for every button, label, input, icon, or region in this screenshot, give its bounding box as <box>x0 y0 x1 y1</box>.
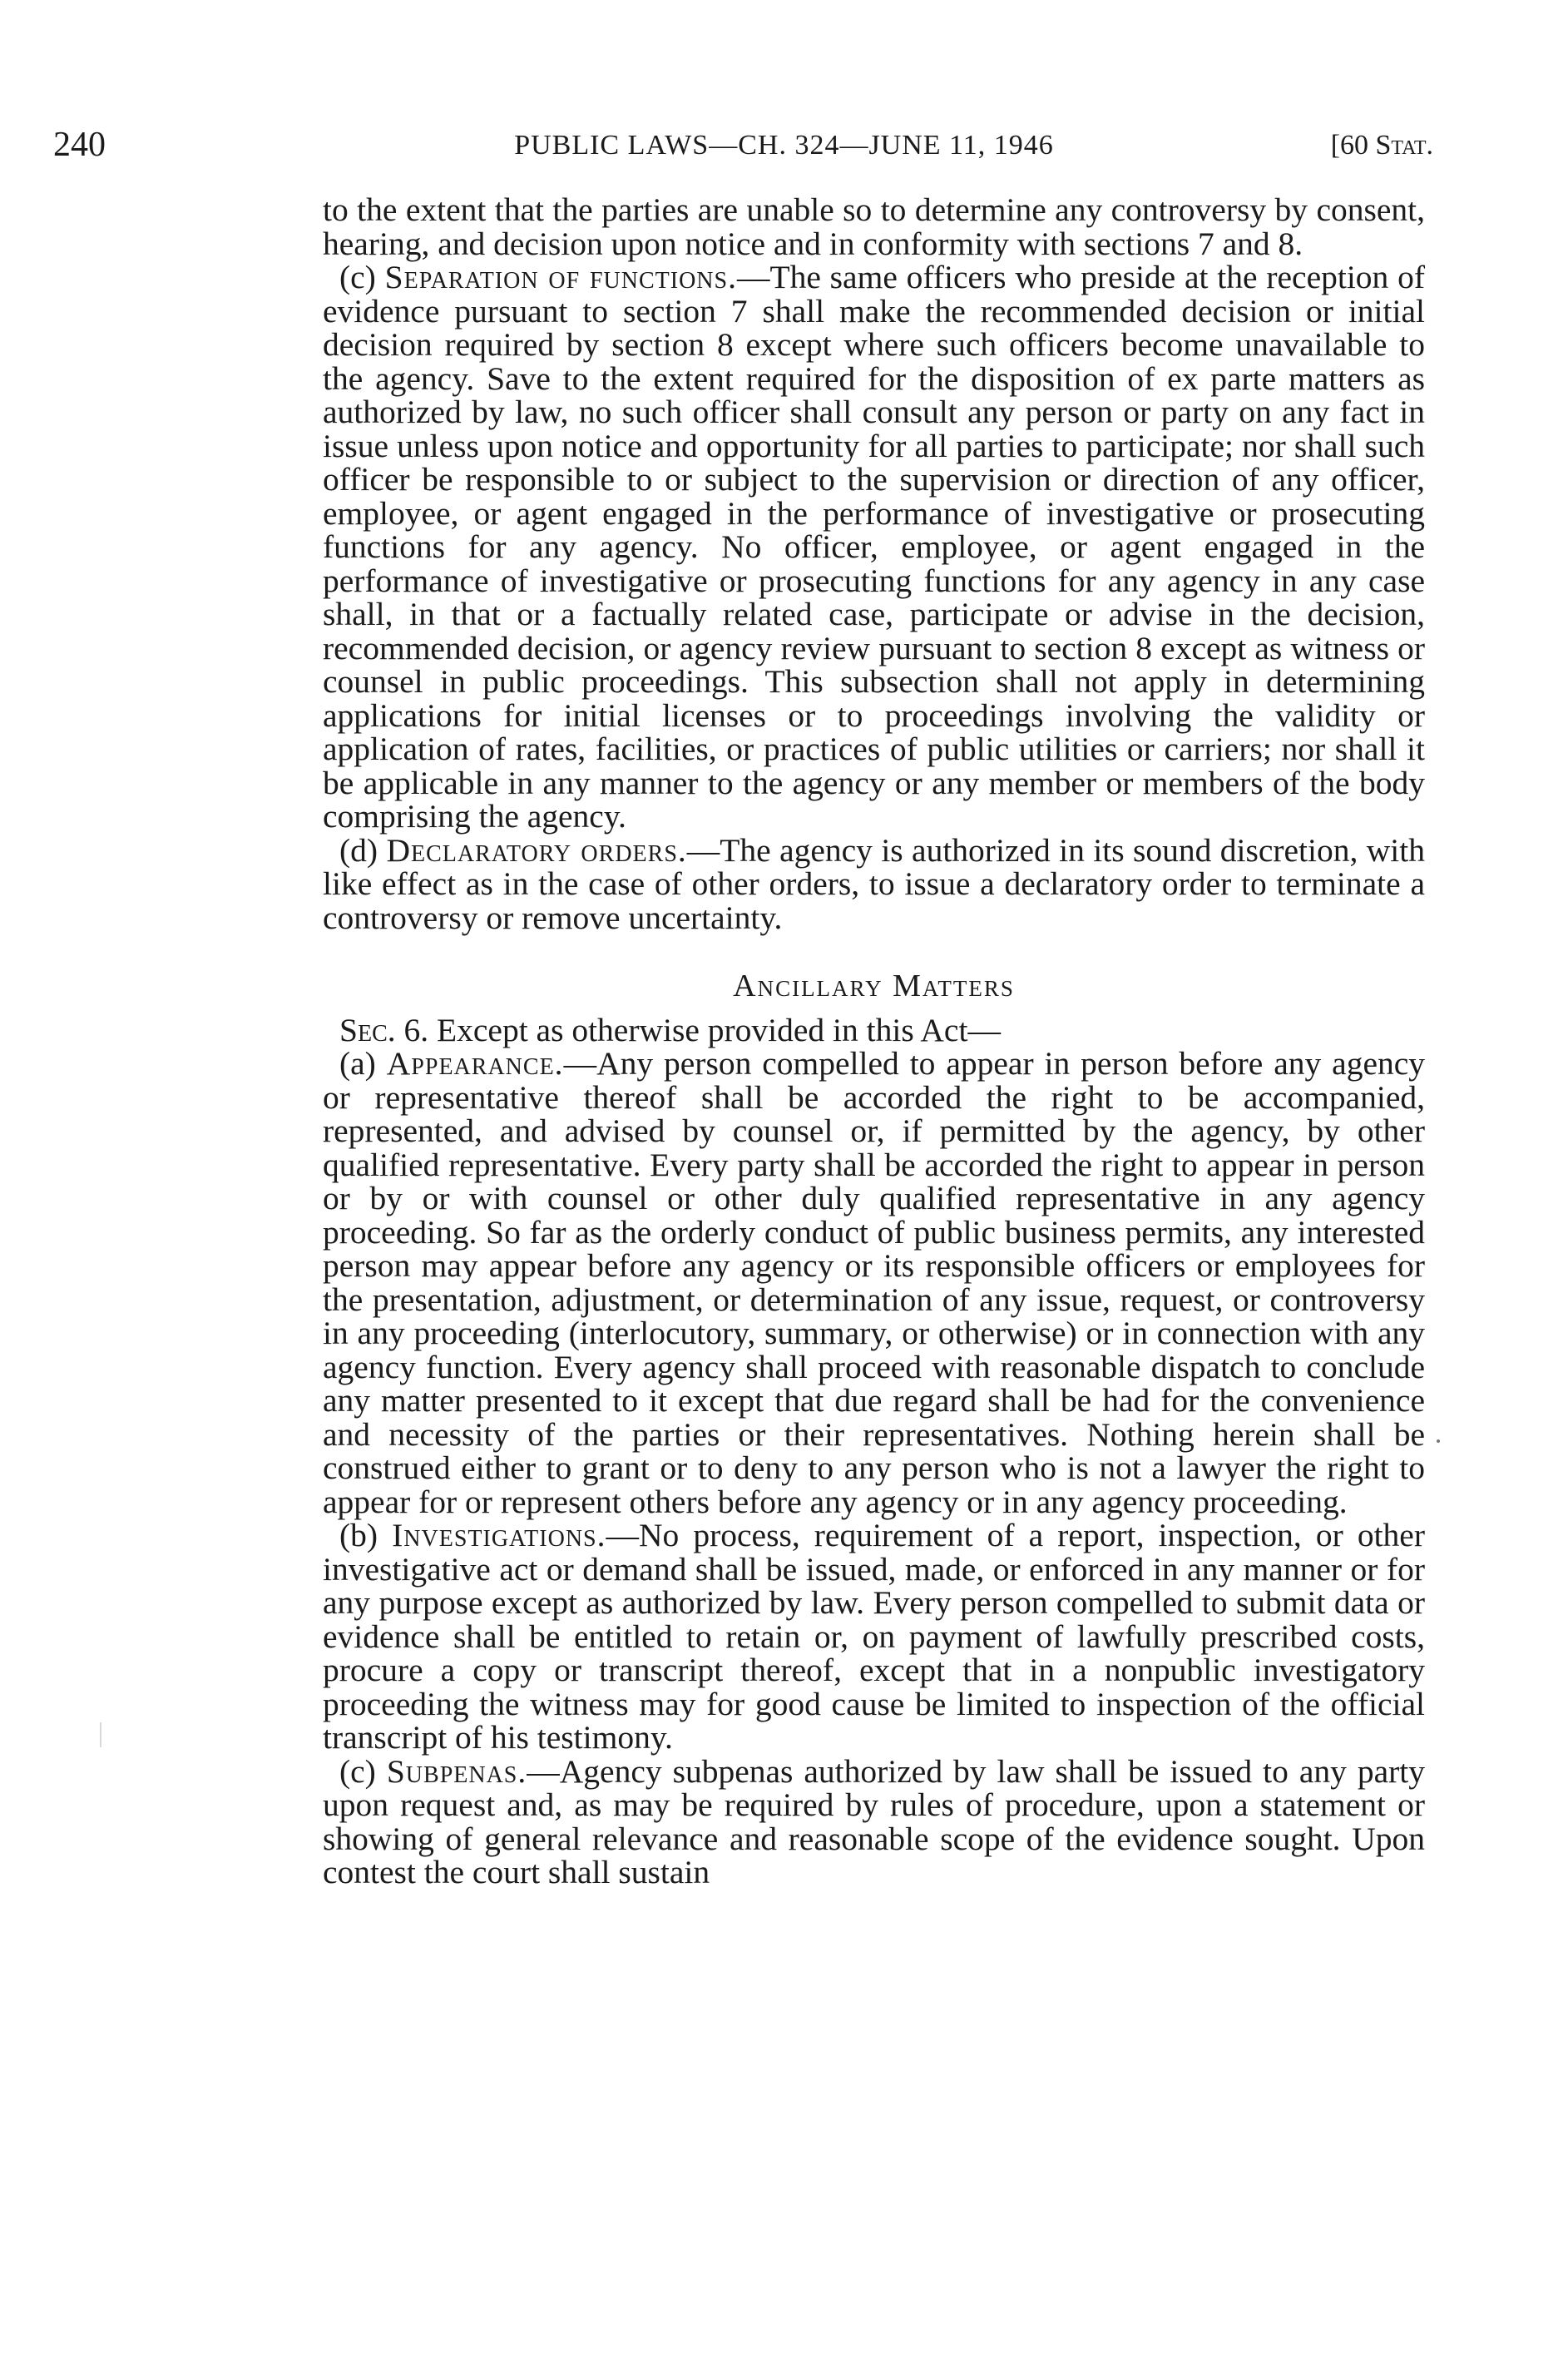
subsection-title: Subpenas. <box>386 1752 527 1790</box>
paragraph-text: —The agency is authorized in its sound discretion, with like effect as in the case of other orders, to issue a declaratory order to terminate a controversy or remove uncertainty. <box>323 831 1425 936</box>
paragraph-text: Except as otherwise provided in this Act— <box>428 1011 1001 1048</box>
paragraph-text: —Any person compelled to appear in person before any agency or representative thereof shall be accorded the right to be accompanied, represented, and advised by counsel or, if permitted by the agency, by other qualified representative. Every party shall be accorded the right to appear in person or by or with counsel or other duly qualified representative in any agency proceeding. So far as the orderly conduct of public business permits, any interested person may appear before any agency or its responsible officers or employees for the presentation, adjustment, or determination of any issue, request, or controversy in any proceeding (interlocutory, summary, or otherwise) or in connection with any agency function. Every agency shall proceed with reasonable dispatch to conclude any matter presented to it except that due regard shall be had for the convenience and necessity of the parties or their representatives. Nothing herein shall be construed either to grant or to deny to any person who is not a lawyer the right to appear for or represent others before any agency or in any agency proceeding. <box>323 1045 1426 1520</box>
paragraph-continuation <box>323 193 1425 260</box>
paragraph-text: to the extent that the parties are unable so to determine any controversy by consent, hearing, and decision upon notice and in conformity with sections 7 and 8. <box>323 191 1425 262</box>
page-header <box>0 125 1568 175</box>
subsection-label: (b) <box>339 1517 393 1553</box>
paragraph-separation-of-functions <box>323 260 1425 834</box>
paragraph-text: —Agency subpenas authorized by law shall be issued to any party upon request and, as may be required by rules of procedure, upon a statement or showing of general relevance and reasonable scope of the evidence sought. Upon contest the court shall sustain <box>323 1752 1425 1890</box>
subsection-label: (d) <box>339 831 387 869</box>
paragraph-investigations <box>323 1518 1425 1755</box>
paragraph-text: —The same officers who preside at the reception of evidence pursuant to section 7 shall make the recommended decision or initial decision required by section 8 except where such officers become unavailable to the agency. Save to the extent required for the disposition of ex parte matters as authorized by law, no such officer shall consult any person or party on any fact in issue unless upon notice and opportunity for all parties to participate; nor shall such officer be responsible to or subject to the supervision or direction of any officer, employee, or agent engaged in the performance of investigative or prosecuting functions for any agency. No officer, employee, or agent engaged in the performance of investigative or prosecuting functions for any agency in any case shall, in that or a factually related case, participate or advise in the decision, recommended decision, or agency review pursuant to section 8 except as witness or counsel in public proceedings. This subsection shall not apply in determining applications for initial licenses or to proceedings involving the validity or application of rates, facilities, or practices of public utilities or carriers; nor shall it be applicable in any manner to the agency or any member or members of the body comprising the agency. <box>323 259 1425 835</box>
running-head: PUBLIC LAWS—CH. 324—JUNE 11, 1946 <box>514 130 1054 161</box>
page-number: 240 <box>53 126 106 164</box>
paragraph-declaratory-orders <box>323 831 1425 936</box>
volume-reference: [60 Stat. <box>1330 130 1433 161</box>
paragraph-text: —No process, requirement of a report, inspection, or other investigative act or demand shall be issued, made, or enforced in any manner or for any purpose except as authorized by law. Every person compelled to submit data or evidence shall be entitled to retain or, on payment of lawfully prescribed costs, procure a copy or transcript thereof, except that in a nonpublic investigatory proceeding the witness may for good cause be limited to inspection of the official transcript of his testimony. <box>323 1517 1425 1756</box>
subsection-label: (a) <box>339 1045 387 1082</box>
section-number: Sec. 6. <box>339 1011 429 1048</box>
subsection-title: Investigations. <box>392 1517 606 1553</box>
main-text <box>323 193 1425 1890</box>
paragraph-section-6 <box>323 1013 1425 1048</box>
subsection-title: Declaratory orders. <box>386 831 687 869</box>
subsection-title: Separation of functions. <box>384 259 737 295</box>
subsection-label: (c) <box>339 1752 387 1790</box>
paragraph-appearance <box>323 1047 1425 1518</box>
margin-mark <box>100 1722 101 1747</box>
paragraph-subpenas <box>323 1752 1425 1890</box>
margin-speck <box>1437 1439 1440 1443</box>
section-heading: Ancillary Matters <box>733 969 1015 1003</box>
subsection-label: (c) <box>339 259 385 295</box>
subsection-title: Appearance. <box>386 1045 564 1082</box>
